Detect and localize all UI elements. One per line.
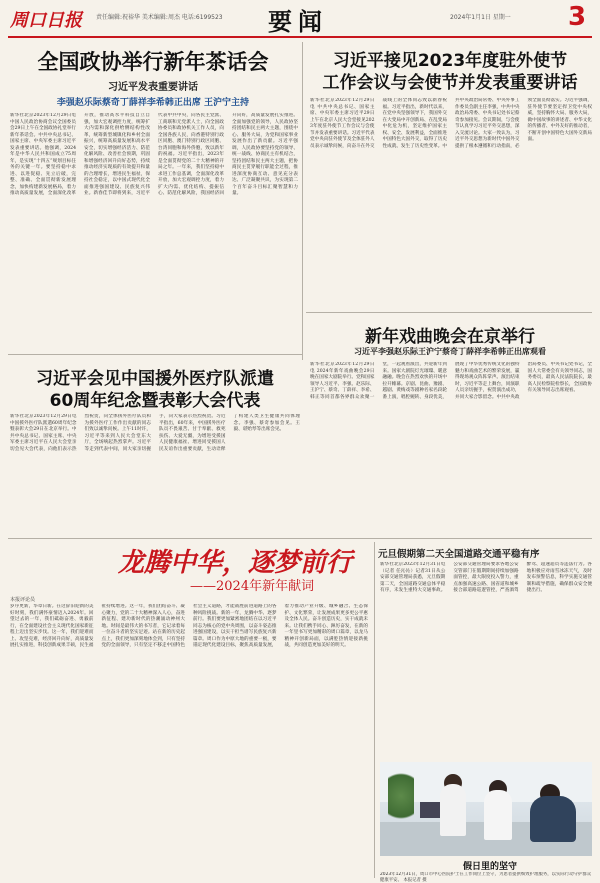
tea-article-body: 新华社北京2023年12月29日电 中国人民政治协商会议全国委员会29日上午在全国政协礼堂举行新年茶话会。中共中央总书记、国家主席、中央军委主席习近平发表重要讲话。他强调，2024年是中华人民共和国成立75周年，是实现“十四五”规划目标任务的关键一年。要坚持稳中求进、以进促稳、先立后破，完整、准确、全面贯彻新发展理念，加快构建新发展格局，着力推动高质量发展，全面深化改革开放，推动高水平科技自立自强，加大宏观调控力度，统筹扩大内需和深化供给侧结构性改革，统筹新型城镇化和乡村全面振兴，统筹高质量发展和高水平安全，切实增强经济活力、防范化解风险、改善社会预期，巩固和增强经济回升向好态势，持续推动经济实现质的有效提升和量的合理增长，增进民生福祉，保持社会稳定，以中国式现代化全面推进强国建设、民族复兴伟业。新春佳节即将到来，习近平代表中共中央，向各民主党派、工商联和无党派人士，向全国政协委员和政协机关工作人员，向全国各族人民，向香港特别行政区同胞、澳门特别行政区同胞、台湾同胞和海外侨胞，致以新年的祝福。习近平指出，2023年是全面贯彻党的二十大精神的开局之年。一年来，我们坚持稳中求进工作总基调，全面深化改革开放，加大宏观调控力度，着力扩大内需、优化结构、提振信心、防范化解风险，我国经济回升向好，高质量发展扎实推进。全面加强党的领导，人民政协坚持团结和民主两大主题，围绕中心、服务大局，为党和国家事业发展作出了新贡献。习近平强调，人民政协要坚持党的领导、统一战线、协商民主有机结合，坚持团结和民主两大主题，把协商民主贯穿履行职能全过程，推进深度协商互动、意见充分表达、广泛凝聚共识，为实现第二个百年奋斗目标汇聚智慧和力量。 — [10, 113, 298, 196]
masthead-rule — [8, 36, 592, 38]
section-divider — [306, 312, 592, 313]
editorial-byline: 本报评论员 — [10, 597, 36, 603]
envoy-headline-line2: 工作会议与会使节并发表重要讲话 — [322, 73, 578, 93]
page-number: 3 — [567, 2, 587, 32]
column-divider — [302, 42, 303, 360]
section-title: 要闻 — [268, 7, 328, 36]
news-photo — [380, 762, 592, 856]
medical-article-body: 新华社北京2023年12月29日电 中国援外医疗队派遣60周年纪念暨表彰大会29日在北京举行。中共中央总书记、国家主席、中央军委主席习近平在人民大会堂亲切会见大会代表，向他们表示热烈祝贺，向全体援外医疗队员和为援外医疗工作作出贡献的同志们致以诚挚问候。上午11时许，习近平等来到人民大会堂东大厅，全场响起热烈掌声。习近平等走到代表中间，同大家亲切握手，向大家表示热烈祝贺。习近平指出，60年来，中国援外医疗队员不畏艰苦、甘于奉献、救死扶伤、大爱无疆，为增进受援国人民健康福祉、增进同受援国人民友谊作出重要贡献，生动诠释了构建人类卫生健康共同体理念。李强、蔡奇参加会见。王毅、谌贻琴等出席会见。 — [10, 414, 300, 452]
opera-headline: 新年戏曲晚会在京举行 — [365, 327, 535, 347]
envoy-article-body: 新华社北京2023年12月29日电 中共中央总书记、国家主席、中央军委主席习近平29日上午在北京人民大会堂接见2023年度驻外使节工作会议与会使节并发表重要讲话。习近平代表党中央向驻外使节及全体驻外人员表示诚挚问候，向奋斗在外交战线上的全体同志致以新春祝福。习近平指出，新时代以来，在党中央坚强领导下，我国外交在大变局中开创新局、在乱变局中化危为机，坚定维护国家主权、安全、发展利益，全面推进中国特色大国外交，取得了历史性成就、发生了历史性变革。中共中央政治局常委、中央外事工作委员会副主任李强，中共中央政治局常委、中央书记处书记蔡奇参加接见。会议期间，与会使节认真学习习近平外交思想，深入交流讨论。大家一致认为，习近平外交思想为新时代中国外交提供了根本遵循和行动指南，必须全面贯彻落实。习近平强调，驻外使节要坚定捍卫党中央权威，坚持胸怀大局、服务大局，做中国故事的讲述者、中华文化的传播者、中外友好的推动者，不断开创中国特色大国外交新局面。 — [310, 98, 592, 149]
photo-caption: 假日里的坚守 — [462, 862, 517, 872]
section-divider — [8, 354, 302, 355]
tea-subheadline: 习近平发表重要讲话 — [108, 82, 198, 93]
issue-date: 2024年1月1日 星期一 — [450, 14, 511, 21]
tea-headline: 全国政协举行新年茶话会 — [37, 50, 269, 74]
column-divider — [374, 542, 375, 878]
traffic-headline: 元旦假期第二天全国道路交通平稳有序 — [378, 549, 540, 560]
opera-subheadline: 习近平李强赵乐际王沪宁蔡奇丁薛祥李希韩正出席观看 — [354, 347, 546, 356]
editorial-subheadline: ——2024年新年献词 — [190, 579, 315, 594]
photo-note: 2023年12月31日，周口市中心医院护士在工作岗位上坚守，为患者提供细致护理服务，以实际行动守护群众健康平安。 本报记者 摄 — [380, 872, 592, 883]
tea-attendees: 李强赵乐际蔡奇丁薛祥李希韩正出席 王沪宁主持 — [56, 98, 250, 108]
medical-headline-line1: 习近平会见中国援外医疗队派遣 — [36, 369, 274, 389]
medical-headline-line2: 60周年纪念暨表彰大会代表 — [49, 391, 261, 411]
envoy-headline-line1: 习近平接见2023年度驻外使节 — [332, 51, 568, 71]
section-divider — [8, 538, 592, 539]
editorial-article-body: 岁序更新，华章日新。在这辞旧迎新的美好时刻，我们满怀豪情迈入2024年。回望过去的一年，我们砥砺奋进、勇毅前行，在全面建设社会主义现代化国家新征程上迈出坚实步伐。这一年，我们迎难而上、攻坚克难，经济回升向好，高质量发展扎实推进，科技创新成果丰硕，民生福祉持续增进。这一年，我们团结奋斗、凝心聚力，党的二十大精神深入人心，奋进新征程、建功新时代的热潮涌动神州大地。时间是最伟大的书写者，它记录着每一位奋斗者的坚实足迹。站在新的历史起点上，我们更加深刻地体会到，只有坚持党的全面领导，只有坚定不移走中国特色社会主义道路，才能战胜前进道路上的各种风险挑战。新的一年，龙腾中华、逐梦前行。我们要更加紧密地团结在以习近平同志为核心的党中央周围，以奋斗姿态推进强国建设，以实干担当谱写民族复兴新篇章。周口作为中原大地的重要一极，要锚定现代化建设目标，聚焦高质量发展，着力推动产业升级、城乡融合、生态保护、文化繁荣，让发展成果更多更公平惠及全体人民。奋斗创造历史，实干成就未来。让我们携手同心、踔厉奋发，在新的一年里书写更加精彩的周口篇章，以龙马精神开创新局面，以满腔热情迎接新挑战，共同创造更加美好的明天。 — [10, 604, 368, 648]
editorial-headline: 龙腾中华，逐梦前行 — [118, 548, 353, 578]
editor-info: 责任编辑:祝裕华 美术编辑:周杰 电话:6199523 — [96, 14, 223, 21]
traffic-article-body: 新华社北京2023年12月31日电（记者 任沁沁）记者31日从公安部交通管理局获悉，元旦假期第二天，全国道路交通总体平稳有序，未发生重特大交通事故。公安部交通管理局要求各地公安交管部门在假期期间持续加强路面管控，最大限度投入警力，重点加强高速公路、国省道和城乡接合部道路巡逻管控，严查酒驾醉驾、超速超员等违法行为。各地积极应对雨雪冰冻天气，及时发布预警信息，科学实施交通管制和疏导措施，确保群众安全便捷出行。 — [380, 562, 592, 593]
opera-article-body: 新华社北京2023年12月29日电 2024年新年戏曲晚会29日晚在国家大剧院举行。党和国家领导人习近平、李强、赵乐际、王沪宁、蔡奇、丁薛祥、李希、韩正等同首都各界群众欢聚一堂，一起观看演出，共迎新年到来。国家大剧院灯光璀璨、暖意融融。晚会在热烈欢快的开场中拉开帷幕。京剧、昆曲、豫剧、越剧、黄梅戏等剧种名家名段轮番上演，唱腔婉转、身段优美，展现了中华优秀传统文化的独特魅力和戏曲艺术的繁荣发展，赢得现场观众阵阵掌声。演出结束时，习近平等走上舞台，同演职人员亲切握手，祝贺演出成功，并同大家合影留念。中共中央政治局委员、中央书记处书记，全国人大常委会有关领导同志，国务委员，最高人民法院院长，最高人民检察院检察长，全国政协有关领导同志出席观看。 — [310, 362, 592, 400]
newspaper-logo: 周口日报 — [10, 10, 82, 31]
